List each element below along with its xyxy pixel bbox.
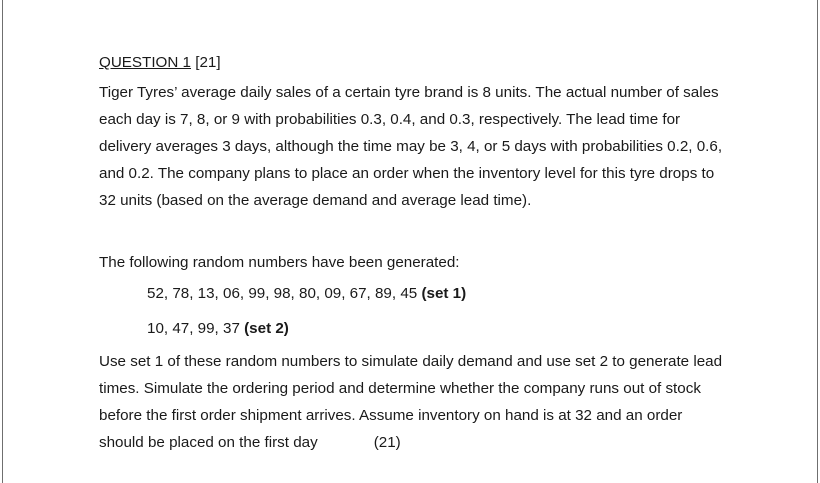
question-title: QUESTION 1 — [99, 54, 191, 71]
set-1-numbers: 52, 78, 13, 06, 99, 98, 80, 09, 67, 89, 45 — [147, 285, 418, 302]
random-set-2 — [147, 311, 729, 346]
instructions-marks: (21) — [373, 434, 401, 451]
set-2-numbers: 10, 47, 99, 37 — [147, 320, 240, 337]
random-set-1 — [147, 276, 729, 311]
set-2-label: (set 2) — [244, 320, 289, 337]
question-content — [99, 52, 729, 456]
instructions-text: Use set 1 of these random numbers to simulate daily demand and use set 2 to generate lead times. Simulate the ordering period and determine whether the company runs out of stock before the first order shipment arrives. Assume inventory on hand is at 32 and an order should be placed on the first day — [99, 353, 723, 451]
question-marks: [21] — [195, 54, 221, 71]
random-numbers-intro: The following random numbers have been generated: — [99, 254, 460, 271]
intro-paragraph: Tiger Tyres’ average daily sales of a certain tyre brand is 8 units. The actual number of sales each day is 7, 8, or 9 with probabilities 0.3, 0.4, and 0.3, respectively. The lead time for delivery averages 3 days, although the time may be 3, 4, or 5 days with probabilities 0.2, 0.6, and 0.2. The company plans to place an order when the inventory level for this tyre drops to 32 units (based on the average demand and average lead time). — [99, 84, 723, 209]
question-heading — [99, 52, 729, 74]
instructions-paragraph — [99, 348, 729, 456]
set-1-label: (set 1) — [421, 285, 467, 302]
document-page — [2, 0, 818, 483]
